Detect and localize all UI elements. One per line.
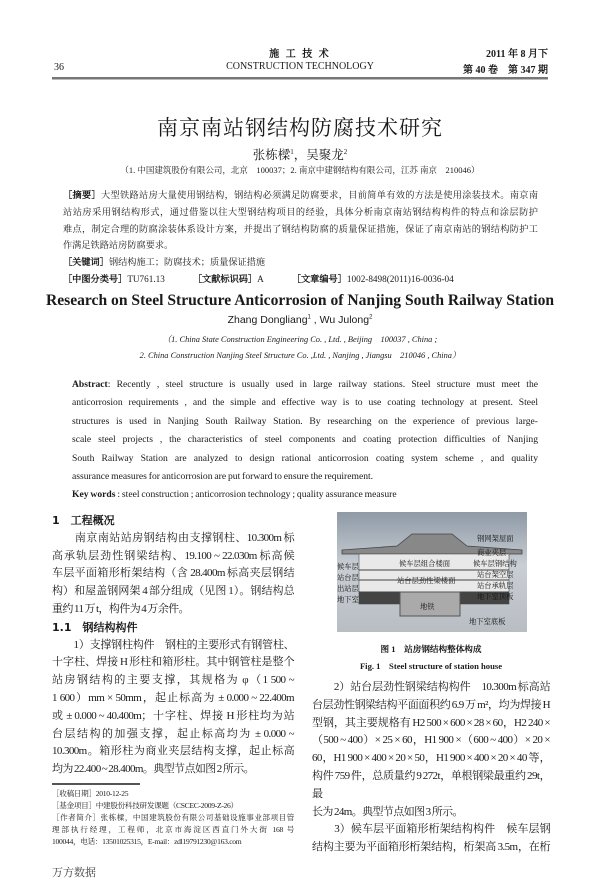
- keywords-en-label: Key words: [72, 489, 116, 501]
- abstract-cn-line: 大型铁路站房大量使用钢结构，钢结构必须满足防腐要求，目前简单有效的方法是使用涂装技术。南京南: [101, 190, 539, 200]
- doc-code: A: [257, 273, 264, 284]
- footnotes: [52, 788, 294, 848]
- fig-label-right: 站台架空层: [477, 570, 514, 579]
- journal-name-en: CONSTRUCTION TECHNOLOGY: [226, 61, 374, 72]
- fig-label-left: 候车层: [337, 562, 359, 571]
- fig-label-left: 站台层: [337, 573, 359, 582]
- footnote-author: 100044，电话：13501025315，E-mail：zdl19791230@163.com: [52, 836, 242, 846]
- volume-issue: 第 40 卷 第 347 期: [463, 65, 548, 76]
- body-line: 南京南站站房钢结构由支撑钢柱、10.300m 标: [52, 531, 294, 544]
- author-en-2-sup: 2: [369, 314, 373, 321]
- author-en-2: Wu Julong: [319, 314, 370, 326]
- body-line: 2）站台层劲性钢梁结构构件 10.300m 标高站: [312, 681, 550, 693]
- footnote-fund: ［基金项目］中建股份科技研发课题（CSCEC-2009-Z-26）: [52, 800, 238, 810]
- author-2: 吴聚龙: [306, 148, 344, 162]
- author-1: 张栋樑: [252, 148, 291, 162]
- section-heading-1: 1 工程概况: [52, 514, 115, 527]
- keywords-cn-label: ［关键词］: [63, 257, 109, 268]
- fig-label-right: 候车层钢结构: [473, 559, 517, 568]
- abstract-en-label: Abstract: [72, 379, 108, 390]
- author-en-sep: ,: [310, 314, 320, 326]
- keywords-en: : steel construction ; anticorrosion technology ; quality assurance measure: [115, 489, 397, 501]
- affiliation-cn: （1. 中国建筑股份有限公司，北京 100037；2. 南京中建钢结构有限公司，江苏 南京 210046）: [120, 165, 480, 175]
- body-line: 结构主要为平面箱形桁架结构，桁架高 3.5m，在桁: [312, 841, 550, 854]
- body-line: 型钢，其主要规格有 H2 500 × 600 × 28 × 60，H2 240 ×: [312, 716, 550, 729]
- body-line: 十字柱、焊接 H 形柱和箱形柱。其中钢管柱是整个: [52, 656, 294, 669]
- body-line: 高承轨层劲性钢梁结构、19.100 ~ 22.030m 标高候: [52, 549, 294, 562]
- abstract-en-line: scale steel projects , the characteristics of steel components and coating protection difficulties of Nanjing: [72, 434, 538, 446]
- doc-code-label: ［文献标识码］: [192, 273, 258, 284]
- title-en: Research on Steel Structure Anticorrosion of Nanjing South Railway Station: [45, 292, 555, 309]
- title-cn: 南京南站钢结构防腐技术研究: [157, 116, 443, 140]
- body-line: 台层结构的加强支撑，起止标高均为 ± 0.000 ~: [52, 727, 294, 740]
- issue-date: 2011 年 8 月下: [486, 49, 548, 60]
- article-no: 1002-8498(2011)16-0036-04: [346, 273, 454, 284]
- body-line: 构件 759 件，总质量约 9 272t，单根钢梁最重约 29t，最: [312, 769, 550, 800]
- fig-label-left: 出站层: [337, 584, 359, 593]
- right-column-wrap: [312, 512, 550, 857]
- footnote-author: 理部执行经理，工程师，北京市海淀区西直门外大街 168 号: [52, 824, 294, 834]
- body-line: 均为 22.400 ~ 28.400m。典型节点如图 2 所示。: [52, 763, 255, 776]
- author-sep: ，: [293, 148, 307, 162]
- body-line: （500 ~ 400）× 25 × 60，H1 900 ×（600 ~ 400）× 20 ×: [312, 734, 550, 747]
- fig-label-center: 站台层劲性梁楼面: [397, 576, 456, 585]
- abstract-cn: [63, 187, 538, 288]
- body-line: 或 ± 0.000 ~ 40.400m；十字柱、焊接 H 形柱均为站: [52, 709, 294, 722]
- affiliation-en-2: 2. China Construction Nanjing Steel Structure Co. ,Ltd. , Nanjing , Jiangsu 210046 , China）: [139, 351, 461, 360]
- abstract-en-line: South Railway Station are analyzed to design rational anticorrosion coating system scheme , and quality: [72, 452, 538, 464]
- abstract-cn-line: 难点，制定合理的防腐涂装体系设计方案，并提出了钢结构防腐的质量保证措施，保证了南京南站的钢结构防护工: [63, 223, 538, 234]
- body-line: 60，H1 900 × 400 × 20 × 50，H1 900 × 400 × 20 × 40 等，: [312, 752, 550, 765]
- right-column: [312, 679, 550, 857]
- keywords-cn: 钢结构施工；防腐技术；质量保证措施: [108, 257, 266, 268]
- left-column-wrap: [52, 512, 294, 848]
- fig-label-center: 候车层组合楼面: [399, 559, 451, 568]
- journal-name-cn: 施 工 技 术: [269, 49, 331, 60]
- body-line: 站房钢结构的主要支撑，其规格为 φ（1 500 ~: [52, 674, 294, 687]
- abstract-en-line: anticorrosion requirements , and the simple and effective way is to use coating technology at present. Steel: [72, 397, 538, 409]
- abstract-cn-line: 站站房采用钢结构形式，通过借鉴以往大型钢结构项目的经验，具体分析南京南站钢结构构件的特点和涂层防护: [63, 206, 538, 217]
- fig-label-right: 钢网架屋面: [477, 534, 514, 543]
- body-line: 1）支撑钢柱构件 钢柱的主要形式有钢管柱、: [52, 638, 294, 651]
- body-line: 台层劲性钢梁结构平面面积约 6.9 万 m²，均为焊接 H: [312, 698, 550, 711]
- author-en-1: Zhang Dongliang: [227, 314, 308, 326]
- footnote-received: ［收稿日期］2010-12-25: [52, 788, 129, 798]
- figure-1-caption-en: Fig. 1 Steel structure of station house: [359, 661, 503, 671]
- fig-label-right: 地下室顶板: [477, 592, 514, 601]
- body-line: 重约 11 万 t，构件为 4 万余件。: [52, 602, 189, 615]
- author-1-sup: 1: [290, 147, 294, 156]
- clc-label: ［中图分类号］: [63, 273, 128, 284]
- abstract-cn-label: ［摘要］: [63, 190, 102, 200]
- body-line: 构）和屋盖钢网架 4 部分组成（见图 1）。钢结构总: [52, 585, 294, 598]
- fig-label-center: 地铁: [420, 602, 435, 611]
- abstract-en-line: assurance measures for anticorrosion are put forward to ensure the requirement.: [72, 471, 374, 483]
- clc-number: TU761.13: [127, 273, 165, 284]
- affiliation-en-1: （1. China State Construction Engineering Co. , Ltd. , Beijing 100037 , China ;: [162, 335, 438, 344]
- abstract-cn-line: 作满足铁路站房防腐要求。: [63, 240, 174, 251]
- fig-label-right: 地下室底板: [469, 617, 506, 626]
- watermark: 万方数据: [52, 866, 96, 879]
- body-line: 长为 24m。典型节点如图 3 所示。: [312, 805, 463, 818]
- fig-label-left: 地下室: [337, 595, 359, 604]
- footnote-rule: [52, 783, 140, 785]
- body-line: 车层平面箱形桁架结构（含 28.400m 标高夹层钢结: [52, 567, 294, 580]
- body-line: 1 600）mm × 50mm，起止标高为 ± 0.000 ~ 22.400m: [52, 691, 294, 704]
- body-line: 3）候车层平面箱形桁架结构构件 候车层钢: [312, 823, 550, 836]
- fig-label-right: 商业夹层: [477, 548, 507, 557]
- abstract-en-line: : Recently , steel structure is usually used in large railway stations. Steel structure must meet the: [107, 379, 538, 390]
- abstract-en: [72, 376, 538, 505]
- fig-label-right: 站台承轨层: [477, 581, 514, 590]
- body-line: 10.300m。箱形柱为商业夹层结构支撑，起止标高: [52, 745, 294, 758]
- page-number: 36: [54, 62, 64, 73]
- left-column: [52, 512, 294, 779]
- authors-cn: [40, 145, 560, 163]
- author-en-1-sup: 1: [307, 314, 311, 321]
- article-no-label: ［文章编号］: [291, 273, 347, 284]
- author-2-sup: 2: [343, 147, 348, 156]
- authors-en: [40, 314, 560, 326]
- figure-1: [337, 512, 527, 632]
- footnote-author: ［作者简介］张栋樑，中国建筑股份有限公司基础设施事业部项目管: [52, 812, 294, 822]
- figure-1-caption-cn: 图 1 站房钢结构整体构成: [380, 644, 482, 654]
- abstract-en-line: structures is used in Nanjing South Railway Station. By researching on the experience of previous large-: [72, 415, 538, 427]
- section-heading-1-1: 1.1 钢结构构件: [52, 620, 138, 634]
- header-rule: [52, 77, 548, 80]
